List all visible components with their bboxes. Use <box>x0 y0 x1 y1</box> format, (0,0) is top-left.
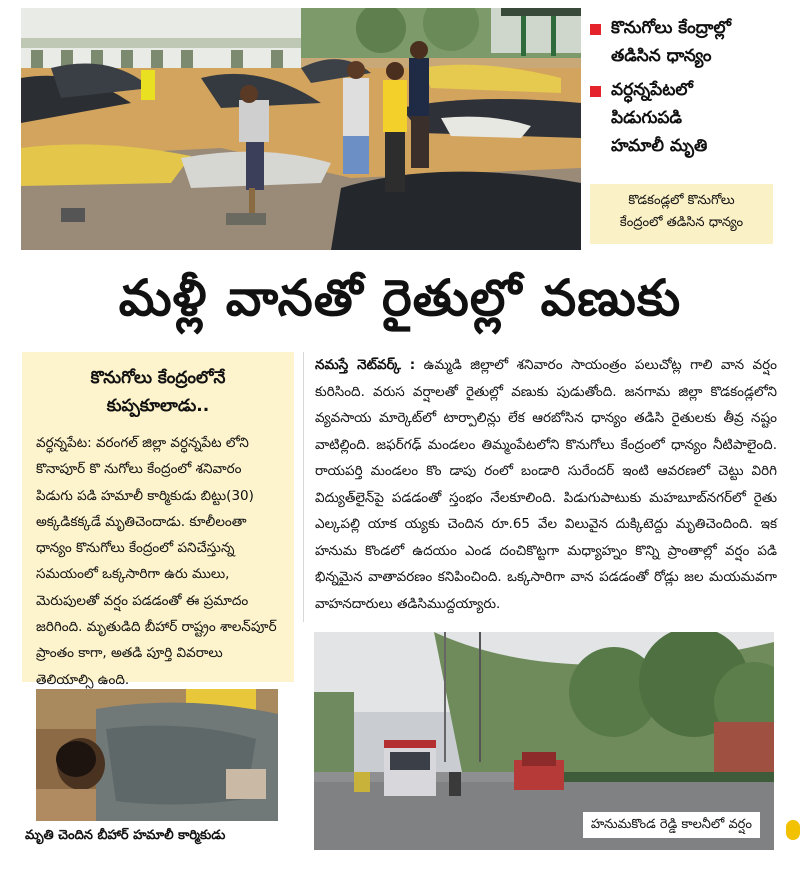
hamali-photo-caption: మృతి చెందిన బీహార్ హమాలీ కార్మికుడు <box>25 828 226 843</box>
main-article <box>315 352 777 617</box>
rain-street-photo <box>314 632 774 850</box>
sidebar-body: వర్ధన్నపేట: వరంగల్ జిల్లా వర్ధన్నపేట లోని కొనాపూర్ కొ నుగోలు కేంద్రంలో శనివారం పిడుగు పడి హమాలీ కార్మికుడు బిట్టు(30) అక్కడికక్కడే మృతిచెందాడు. కూలీలంతా ధాన్యం కొనుగోలు కేంద్రంలో పనిచేస్తున్న సమయంలో ఒక్కసారిగా ఉరు ములు, మెరుపులతో వర్షం పడడంతో ఈ ప్రమాదం జరిగింది. మృతుడిది బీహార్ రాష్ట్రం శాలన్‌పూర్ ప్రాంతం కాగా, అతడి పూర్తి వివరాలు తెలియాల్సి ఉంది. <box>36 435 277 688</box>
page-marker-dot <box>786 820 800 840</box>
article-dateline: నమస్తే నెట్‌వర్క్ : <box>315 357 416 373</box>
article-body: ఉమ్మడి జిల్లాలో శనివారం సాయంత్రం పలుచోట్ల గాలి వాన వర్షం కురిసింది. వరుస వర్షాలతో రైతుల్లో వణుకు పుడుతోంది. జనగామ జిల్లా కొడకండ్లలోని వ్యవసాయ మార్కెట్‌లో టార్పాలిన్లు లేక ఆరబోసిన ధాన్యం తడిసి రైతులకు తీవ్ర నష్టం వాటిల్లింది. జఫర్‌గఢ్ మండలం తిమ్మంపేటలోని కొనుగోలు కేంద్రంలో ధాన్యం నీటిపాలైంది. రాయపర్తి మండలం కొం డాపు రంలో బండారి సురేందర్ ఇంటి ఆవరణలో చెట్టు విరిగి విద్యుత్‌లైన్‌పై పడడంతో స్తంభం నేలకూలింది. పిడుగుపాటుకు మహబూబ్‌నగర్‌లో రైతు ఎల్కపల్లి యాక య్యకు చెందిన రూ.65 వేల విలువైన దుక్కిటెద్దు మృతిచెందింది. ఇక హనుమ కొండలో ఉదయం ఎండ దంచికొట్టగా మధ్యాహ్నం కొన్ని ప్రాంతాల్లో వర్షం పడి భిన్నమైన వాతావరణం కనిపించింది. ఒక్కసారిగా వాన పడడంతో రోడ్లు జల మయమవగా వాహనదారులు తడిసిముద్దయ్యారు. <box>315 357 778 612</box>
column-divider <box>303 352 304 622</box>
highlight-item <box>590 14 790 70</box>
highlights-list <box>590 14 790 166</box>
top-photo-caption: కొడకండ్లలో కొనుగోలు కేంద్రంలో తడిసిన ధాన్యం <box>590 184 773 244</box>
sidebar-title: కొనుగోలు కేంద్రంలోనే కుప్పకూలాడు.. <box>90 368 226 416</box>
market-yard-photo <box>21 8 581 250</box>
hamali-worker-photo <box>36 689 278 821</box>
sidebar-story <box>22 352 294 688</box>
red-square-bullet-icon <box>590 24 601 35</box>
highlight-text: వర్ధన్నపేటలో పిడుగుపడి హమాలీ మృతి <box>611 80 708 156</box>
rain-photo-caption: హనుమకొండ రెడ్డి కాలనీలో వర్షం <box>583 812 760 838</box>
highlight-text: కొనుగోలు కేంద్రాల్లో తడిసిన ధాన్యం <box>611 18 731 66</box>
highlight-item <box>590 76 790 160</box>
page-headline: మళ్లీ వానతో రైతుల్లో వణుకు <box>118 269 682 327</box>
red-square-bullet-icon <box>590 86 601 97</box>
